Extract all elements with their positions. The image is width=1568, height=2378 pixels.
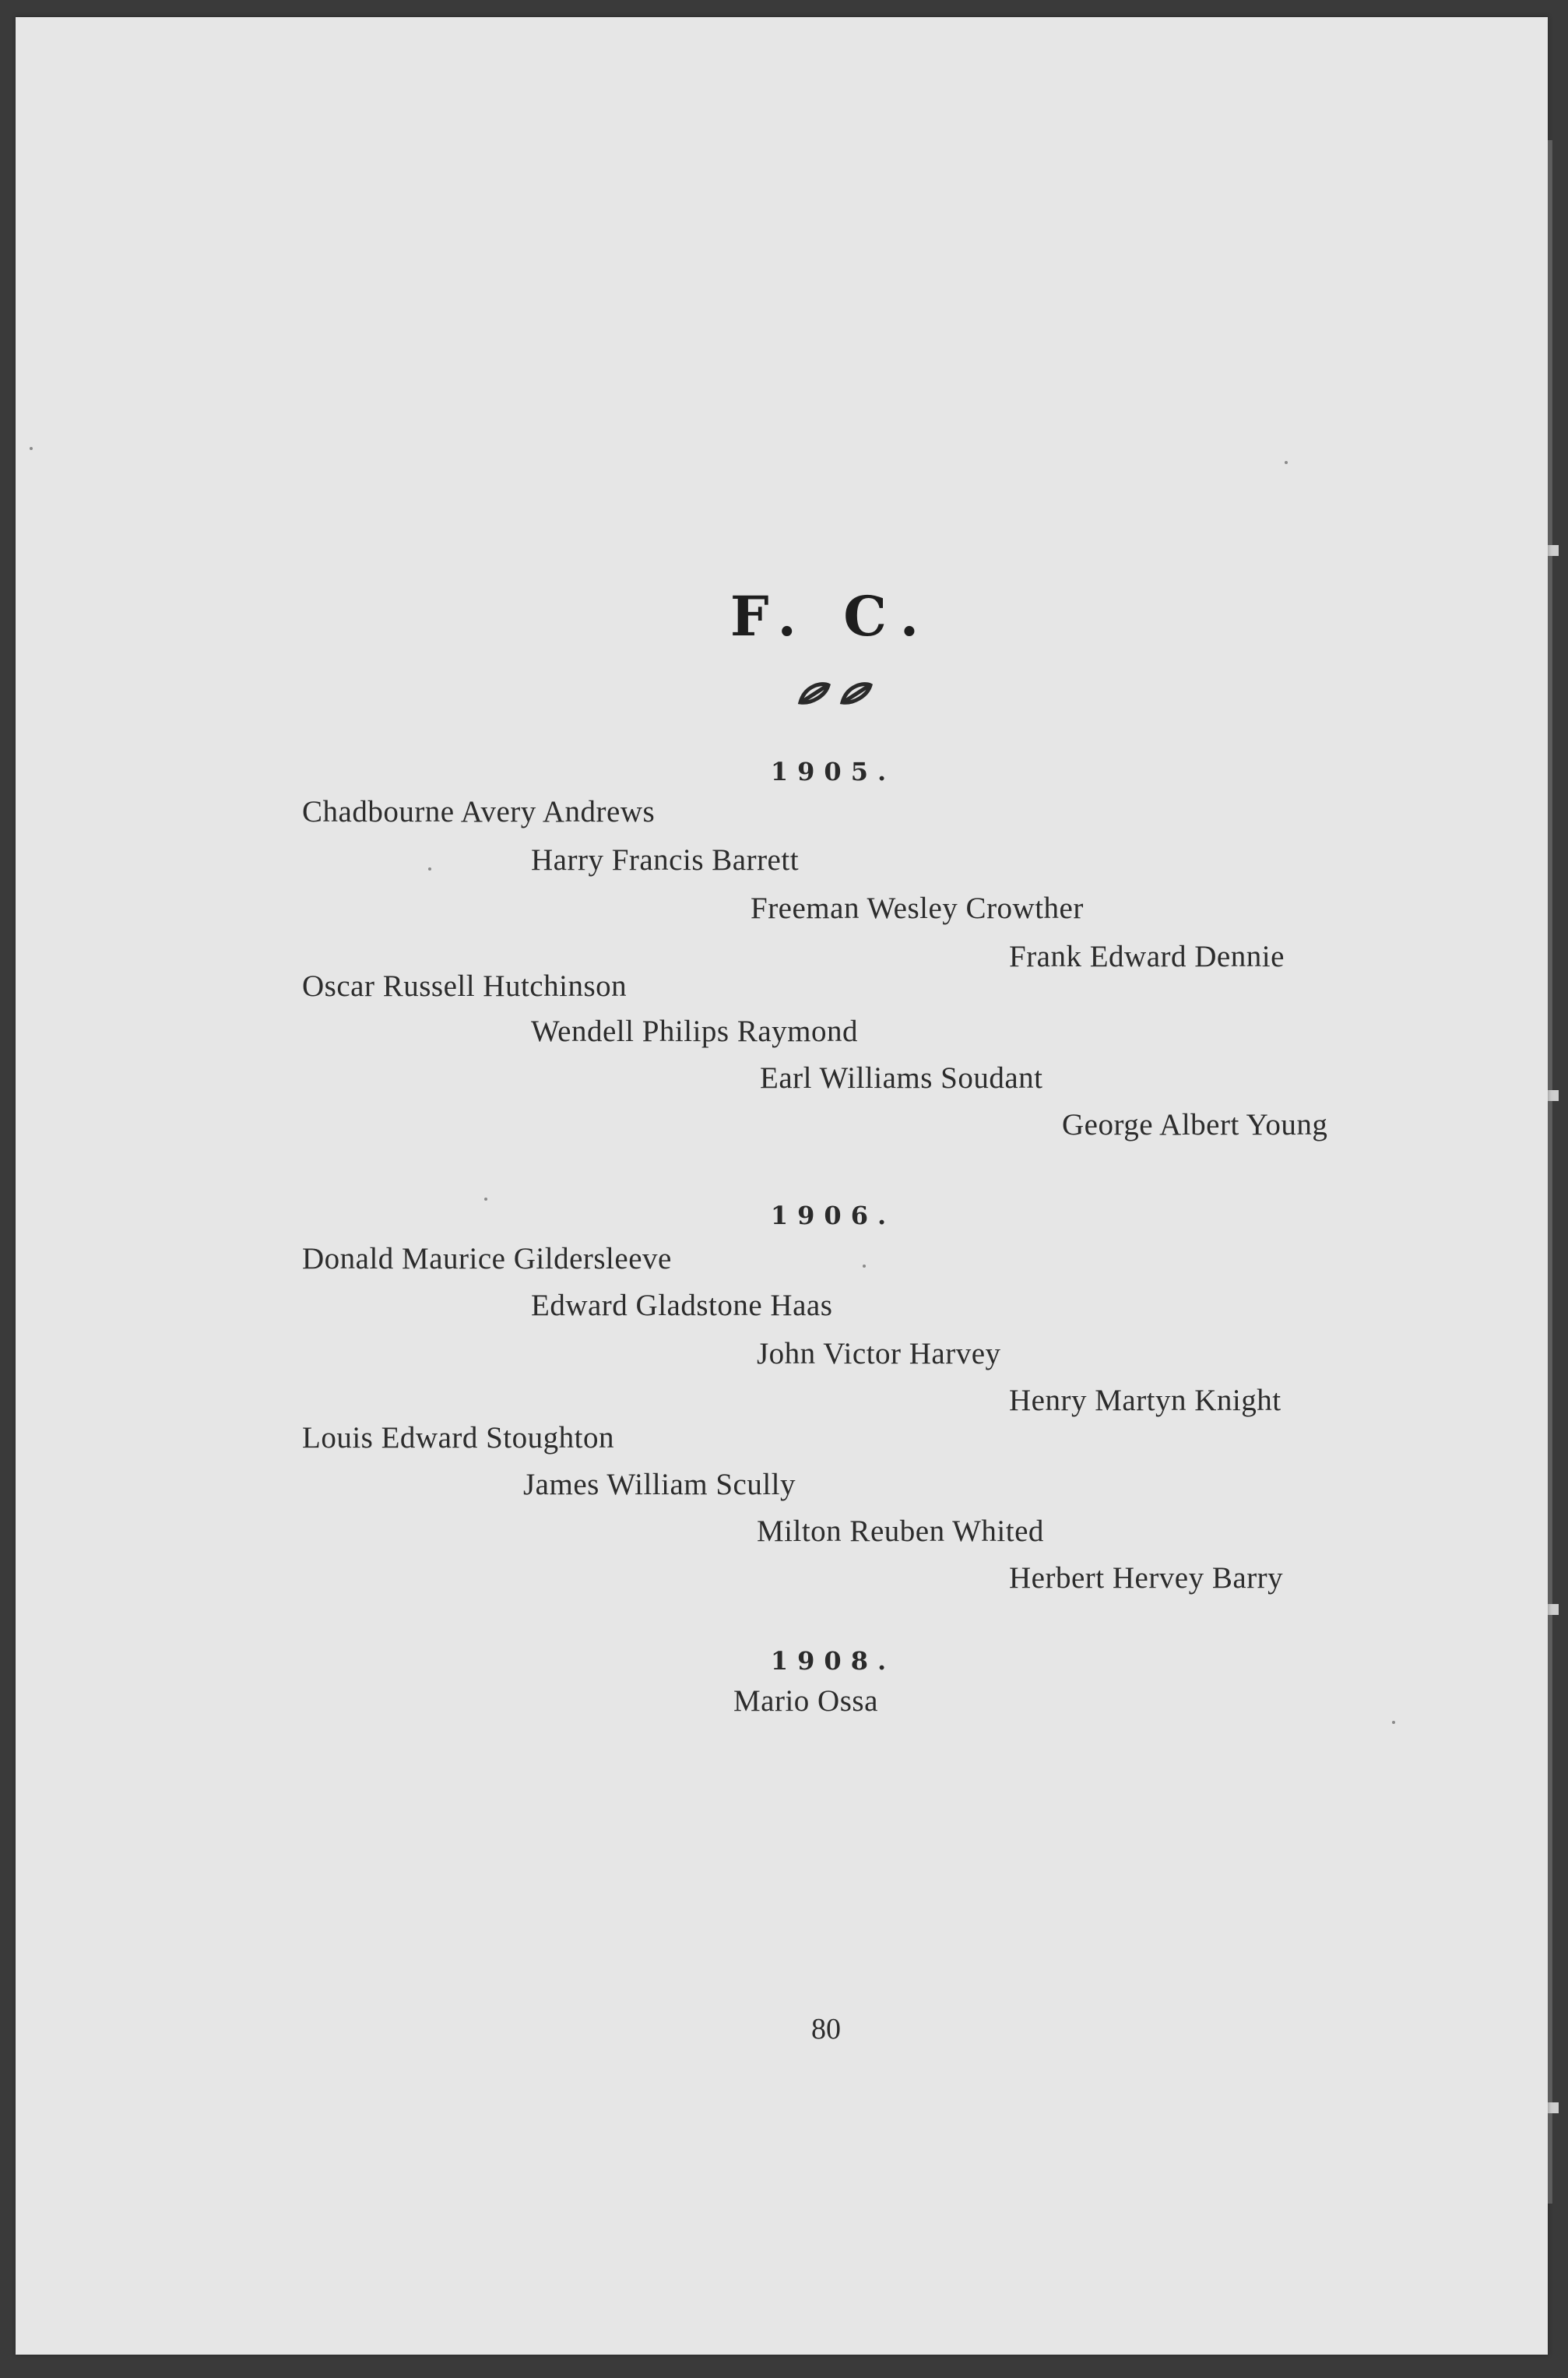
member-name: Louis Edward Stoughton bbox=[302, 1421, 614, 1455]
member-name: Oscar Russell Hutchinson bbox=[302, 969, 628, 1003]
class-year-heading: 1908. bbox=[770, 1646, 896, 1676]
class-year-heading: 1906. bbox=[770, 1201, 896, 1230]
document-page bbox=[16, 17, 1548, 2355]
scan-speck bbox=[1285, 461, 1288, 464]
scan-speck bbox=[484, 1198, 487, 1201]
member-name: Harry Francis Barrett bbox=[531, 843, 800, 877]
member-name: Edward Gladstone Haas bbox=[531, 1289, 833, 1322]
scan-speck bbox=[30, 447, 33, 450]
member-name: Milton Reuben Whited bbox=[757, 1514, 1044, 1548]
scan-speck bbox=[428, 867, 431, 871]
scan-speck bbox=[863, 1265, 866, 1268]
member-name: Chadbourne Avery Andrews bbox=[302, 795, 656, 828]
page-number: 80 bbox=[811, 2013, 841, 2046]
member-name: Earl Williams Soudant bbox=[760, 1061, 1043, 1095]
member-name: James William Scully bbox=[523, 1468, 796, 1501]
page-title: F. C. bbox=[730, 584, 933, 649]
member-name: Frank Edward Dennie bbox=[1009, 940, 1285, 973]
member-name: Mario Ossa bbox=[733, 1684, 878, 1718]
class-year-heading: 1905. bbox=[770, 757, 896, 786]
member-name: Wendell Philips Raymond bbox=[531, 1015, 859, 1048]
member-name: Herbert Hervey Barry bbox=[1009, 1561, 1284, 1595]
member-name: Henry Martyn Knight bbox=[1009, 1384, 1281, 1417]
member-name: Freeman Wesley Crowther bbox=[751, 892, 1084, 925]
scan-speck bbox=[1392, 1721, 1395, 1724]
double-leaf-ornament-icon bbox=[794, 677, 880, 709]
member-name: Donald Maurice Gildersleeve bbox=[302, 1242, 672, 1275]
member-name: John Victor Harvey bbox=[757, 1337, 1001, 1370]
member-name: George Albert Young bbox=[1062, 1108, 1328, 1142]
